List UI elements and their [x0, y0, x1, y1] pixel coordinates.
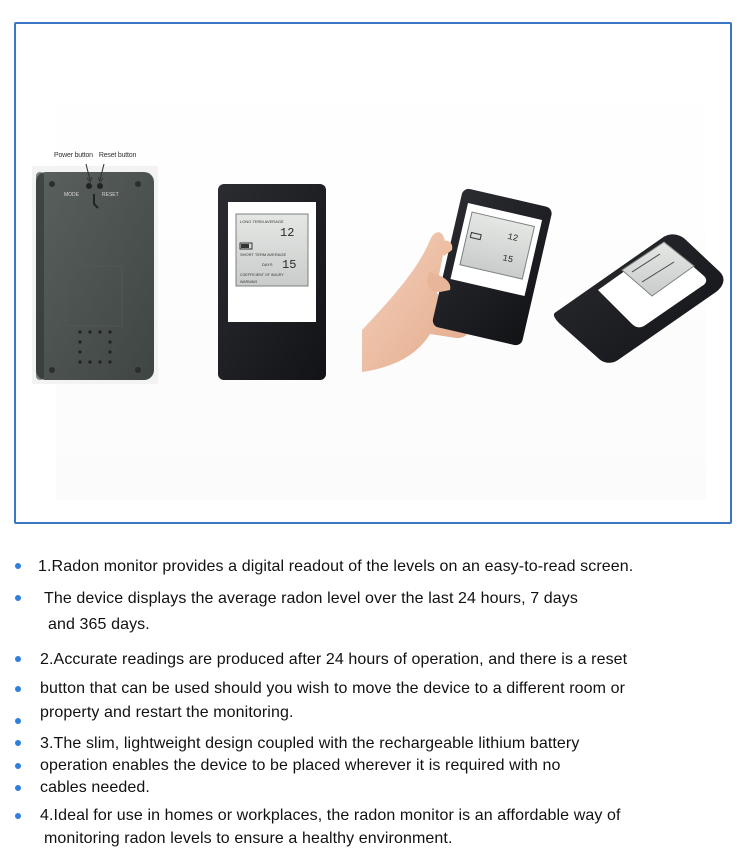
feature-line: 4.Ideal for use in homes or workplaces, the radon monitor is an affordable way of	[40, 807, 621, 824]
bullet-icon	[15, 813, 21, 819]
bullet-icon	[15, 740, 21, 746]
bullet-icon	[15, 656, 21, 662]
feature-line: button that can be used should you wish to move the device to a different room or	[40, 680, 626, 697]
screen-days-label: DAYS	[262, 262, 273, 267]
bullet-icon	[15, 563, 21, 569]
mode-label: MODE	[64, 192, 79, 198]
screen-short-term-label: SHORT TERM AVERAGE	[240, 252, 287, 257]
reset-key-label: RESET	[102, 192, 119, 198]
feature-line: operation enables the device to be placed wherever it is required with no	[40, 757, 561, 774]
bullet-icon	[15, 718, 21, 724]
feature-line: The device displays the average radon level over the last 24 hours, 7 days	[44, 590, 578, 607]
screen-short-value: 15	[282, 258, 297, 272]
feature-line: cables needed.	[40, 779, 150, 796]
bullet-icon	[15, 686, 21, 692]
feature-line: 2.Accurate readings are produced after 24 hours of operation, and there is a reset	[40, 651, 628, 668]
screen-long-term-label: LONG TERM AVERAGE	[240, 219, 284, 224]
feature-line: monitoring radon levels to ensure a healthy environment.	[44, 830, 453, 847]
svg-text:15: 15	[501, 253, 515, 266]
screen-warning-label: WARNING	[240, 280, 258, 284]
power-button-label: Power button	[54, 152, 93, 159]
feature-line: 1.Radon monitor provides a digital readout of the levels on an easy-to-read screen.	[38, 558, 634, 575]
bullet-icon	[15, 763, 21, 769]
screen-coefficient-label: COEFFICIENT OF INJURY	[240, 273, 284, 277]
screen-long-value: 12	[280, 226, 295, 240]
feature-line: and 365 days.	[48, 616, 150, 633]
feature-line: property and restart the monitoring.	[40, 704, 294, 721]
feature-line: 3.The slim, lightweight design coupled with the rechargeable lithium battery	[40, 735, 580, 752]
reset-button-label: Reset button	[98, 152, 137, 159]
bullet-icon	[15, 595, 21, 601]
svg-text:12: 12	[506, 231, 520, 244]
bullet-icon	[15, 785, 21, 791]
